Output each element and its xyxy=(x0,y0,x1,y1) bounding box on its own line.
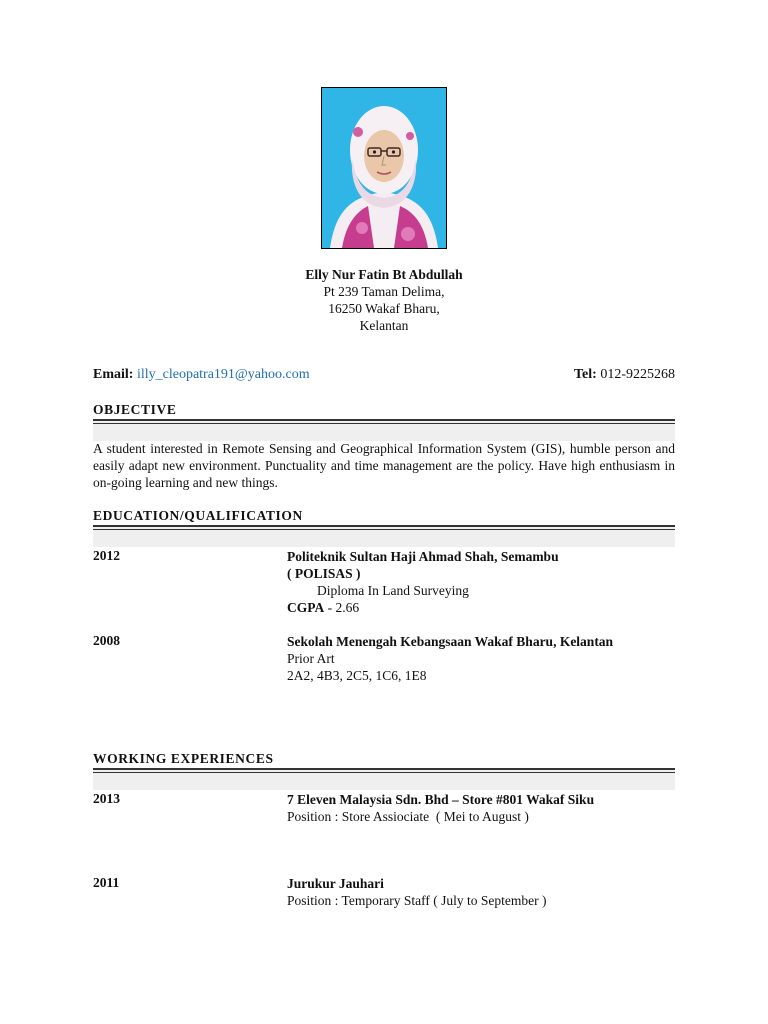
resume-header xyxy=(184,266,584,334)
tel-number: 012-9225268 xyxy=(600,367,675,382)
grade-label: CGPA xyxy=(287,600,325,615)
objective-title: OBJECTIVE xyxy=(93,402,177,417)
tel-label: Tel: xyxy=(574,367,597,382)
address-line-3: Kelantan xyxy=(359,318,409,333)
company-name: 7 Eleven Malaysia Sdn. Bhd – Store #801 Wakaf Siku xyxy=(287,792,595,807)
profile-photo-illustration xyxy=(322,88,446,248)
objective-divider xyxy=(93,419,675,441)
course-name: Diploma In Land Surveying xyxy=(317,583,469,598)
education-entry-2012 xyxy=(287,548,677,616)
position-line: Position : Temporary Staff ( July to September ) xyxy=(287,893,547,908)
email-contact xyxy=(93,367,310,383)
education-divider xyxy=(93,525,675,547)
grade-line xyxy=(287,599,677,616)
objective-text: A student interested in Remote Sensing and Geographical Information System (GIS), humble person and easily adapt new environment. Punctuality and time management are the policy. Have high enthusiasm in on-going learning and new things. xyxy=(93,441,675,490)
profile-photo xyxy=(321,87,447,249)
education-year-2008: 2008 xyxy=(93,633,120,648)
applicant-name: Elly Nur Fatin Bt Abdullah xyxy=(305,267,463,282)
education-title: EDUCATION/QUALIFICATION xyxy=(93,508,303,523)
school-abbrev: ( POLISAS ) xyxy=(287,566,361,581)
email-label: Email: xyxy=(93,367,134,382)
school-name: Sekolah Menengah Kebangsaan Wakaf Bharu, Kelantan xyxy=(287,634,614,649)
work-title: WORKING EXPERIENCES xyxy=(93,751,274,766)
contact-row xyxy=(93,367,675,383)
work-year-2013: 2013 xyxy=(93,791,120,806)
email-link[interactable]: illy_cleopatra191@yahoo.com xyxy=(136,367,310,382)
work-divider xyxy=(93,768,675,790)
grade-value: - 2.66 xyxy=(327,600,360,615)
school-name: Politeknik Sultan Haji Ahmad Shah, Semambu xyxy=(287,549,559,564)
work-entry-2011 xyxy=(287,875,677,909)
education-year-2012: 2012 xyxy=(93,548,120,563)
phone-contact xyxy=(574,367,675,383)
education-entry-2008 xyxy=(287,633,677,684)
company-name: Jurukur Jauhari xyxy=(287,876,384,891)
address-line-1: Pt 239 Taman Delima, xyxy=(323,284,445,299)
exam-result: 2A2, 4B3, 2C5, 1C6, 1E8 xyxy=(287,668,427,683)
work-year-2011: 2011 xyxy=(93,875,120,890)
work-entry-2013 xyxy=(287,791,677,825)
position-line: Position : Store Assiociate ( Mei to August ) xyxy=(287,809,529,824)
course-name: Prior Art xyxy=(287,651,335,666)
address-line-2: 16250 Wakaf Bharu, xyxy=(328,301,440,316)
